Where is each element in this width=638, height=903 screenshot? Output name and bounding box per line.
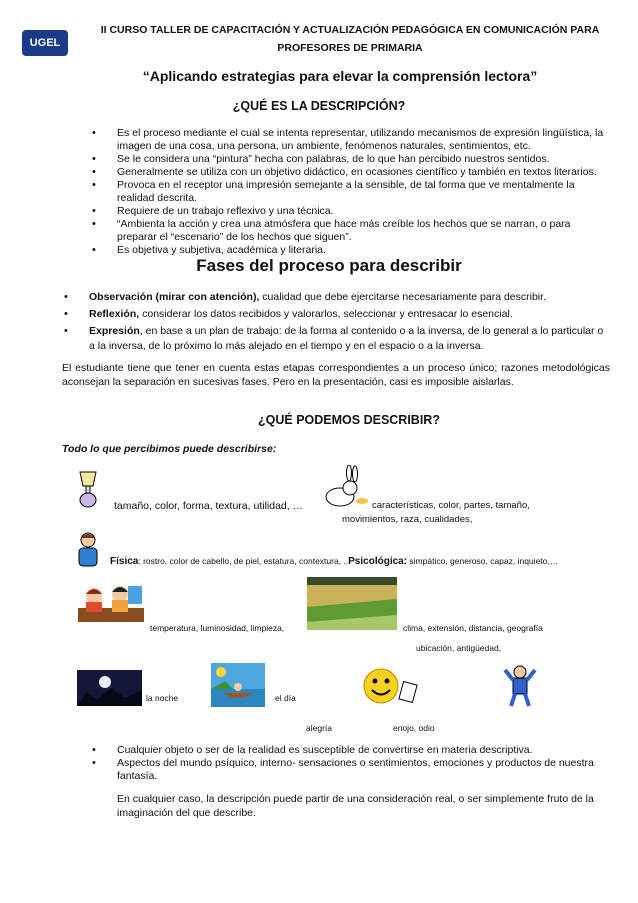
section-title-describir: ¿QUÉ PODEMOS DESCRIBIR? [258,413,440,427]
list-item [89,324,609,354]
day-image [211,663,265,707]
phase-name: Reflexión, [89,308,140,320]
object-label: tamaño, color, forma, textura, utilidad, … [114,500,304,512]
header-line-2: PROFESORES DE PRIMARIA [277,42,423,54]
phase-text: , en base a un plan de trabajo: de la forma al contenido o a la inversa, de lo general a lo particular o a la inversa, de lo próximo lo más alejado en el tiempo y en el espacio o a la inversa. [89,325,604,352]
landscape-label-1: clima, extensión, distancia, geografía [403,623,543,633]
fisica-text: : rostro, color de cabello, de piel, estatura, contextura, .. [138,556,349,566]
day-label: el día [275,693,296,703]
header-line-1: II CURSO TALLER DE CAPACITACIÓN Y ACTUALIZACIÓN PEDAGÓGICA EN COMUNICACIÓN PARA [100,24,600,36]
document-subtitle: “Aplicando estrategias para elevar la comprensión lectora” [142,68,538,84]
night-label: la noche [146,693,179,703]
animal-label-2: movimientos, raza, cualidades, [342,514,473,525]
joy-label: alegría [306,723,332,733]
landscape-label-2: ubicación, antigüedad, [416,643,502,653]
rabbit-icon [318,465,370,509]
landscape-image [307,577,397,630]
section-title-fases: Fases del proceso para describir [196,256,462,275]
phase-text: cualidad que debe ejercitarse necesariamente para describir. [259,291,546,303]
psico-text: simpático, generoso, capaz, inquieto,… [407,556,559,566]
phase-text: considerar los datos recibidos y valorarlos, seleccionar y entresacar lo esencial. [139,308,513,320]
night-image [77,670,142,706]
list-item: • Requiere de un trabajo reflexivo y una técnica. [117,205,607,218]
list-item: • Aspectos del mundo psíquico, interno- sensaciones o sentimientos, emociones y productos de nuestra fantasía. [117,757,609,783]
description-types [110,556,610,567]
list-item: • Es el proceso mediante el cual se intenta representar, utilizando mecanismos de expresión lingüística, la imagen de una cosa, una persona, un ambiente, fenómenos naturales, sentimientos, etc. [117,127,607,153]
place-label: temperatura, luminosidad, limpieza, [150,623,285,633]
phase-name: Observación (mirar con atención), [89,291,260,303]
lamp-icon [77,470,99,510]
phases-list [89,290,609,354]
list-item [89,307,609,322]
animal-label-1: características, color, partes, tamaño, [372,500,530,511]
list-item: • Es objetiva y subjetiva, académica y literaria. [117,244,607,257]
list-item: • Provoca en el receptor una impresión semejante a la sensible, de tal forma que ve mentalmente la realidad descrita. [117,179,607,205]
list-item: • “Ambienta la acción y crea una atmósfera que hace más creíble los hechos que se narran, o para preparar el “escenario” de los hechos que siguen”. [117,218,607,244]
list-item: • Generalmente se utiliza con un objetivo didáctico, en ocasiones científico y también en textos literarios. [117,166,607,179]
anger-label: enojo, odio [393,723,435,733]
classroom-image [76,578,146,628]
closing-paragraph: En cualquier caso, la descripción puede partir de una consideración real, o ser simplemente fruto de la imaginación del que describe. [117,793,594,819]
person-icon [74,530,102,568]
phase-name: Expresión [89,325,140,337]
logo-text: UGEL [29,37,61,49]
what-list [117,744,609,783]
list-item: • Cualquier objeto o ser de la realidad es susceptible de convertirse en materia descriptiva. [117,744,609,757]
psico-label: Psicológica: [348,556,408,567]
definition-list [117,127,607,257]
fisica-label: Física [110,556,139,567]
section-title-descripcion: ¿QUÉ ES LA DESCRIPCIÓN? [232,99,406,113]
intro-text: Todo lo que percibimos puede describirse: [62,443,277,455]
list-item [89,290,609,305]
smiley-icon [361,665,421,707]
list-item: • Se le considera una “pintura” hecha con palabras, de lo que han percibido nuestros sentidos. [117,153,607,166]
phases-paragraph: El estudiante tiene que tener en cuenta estas etapas correspondientes a un proceso único; razones metodológicas aconsejan la separación en sucesivas fases. Pero en la presentación, casi es imposible aislarlas. [62,362,610,388]
angry-person-icon [503,664,537,708]
